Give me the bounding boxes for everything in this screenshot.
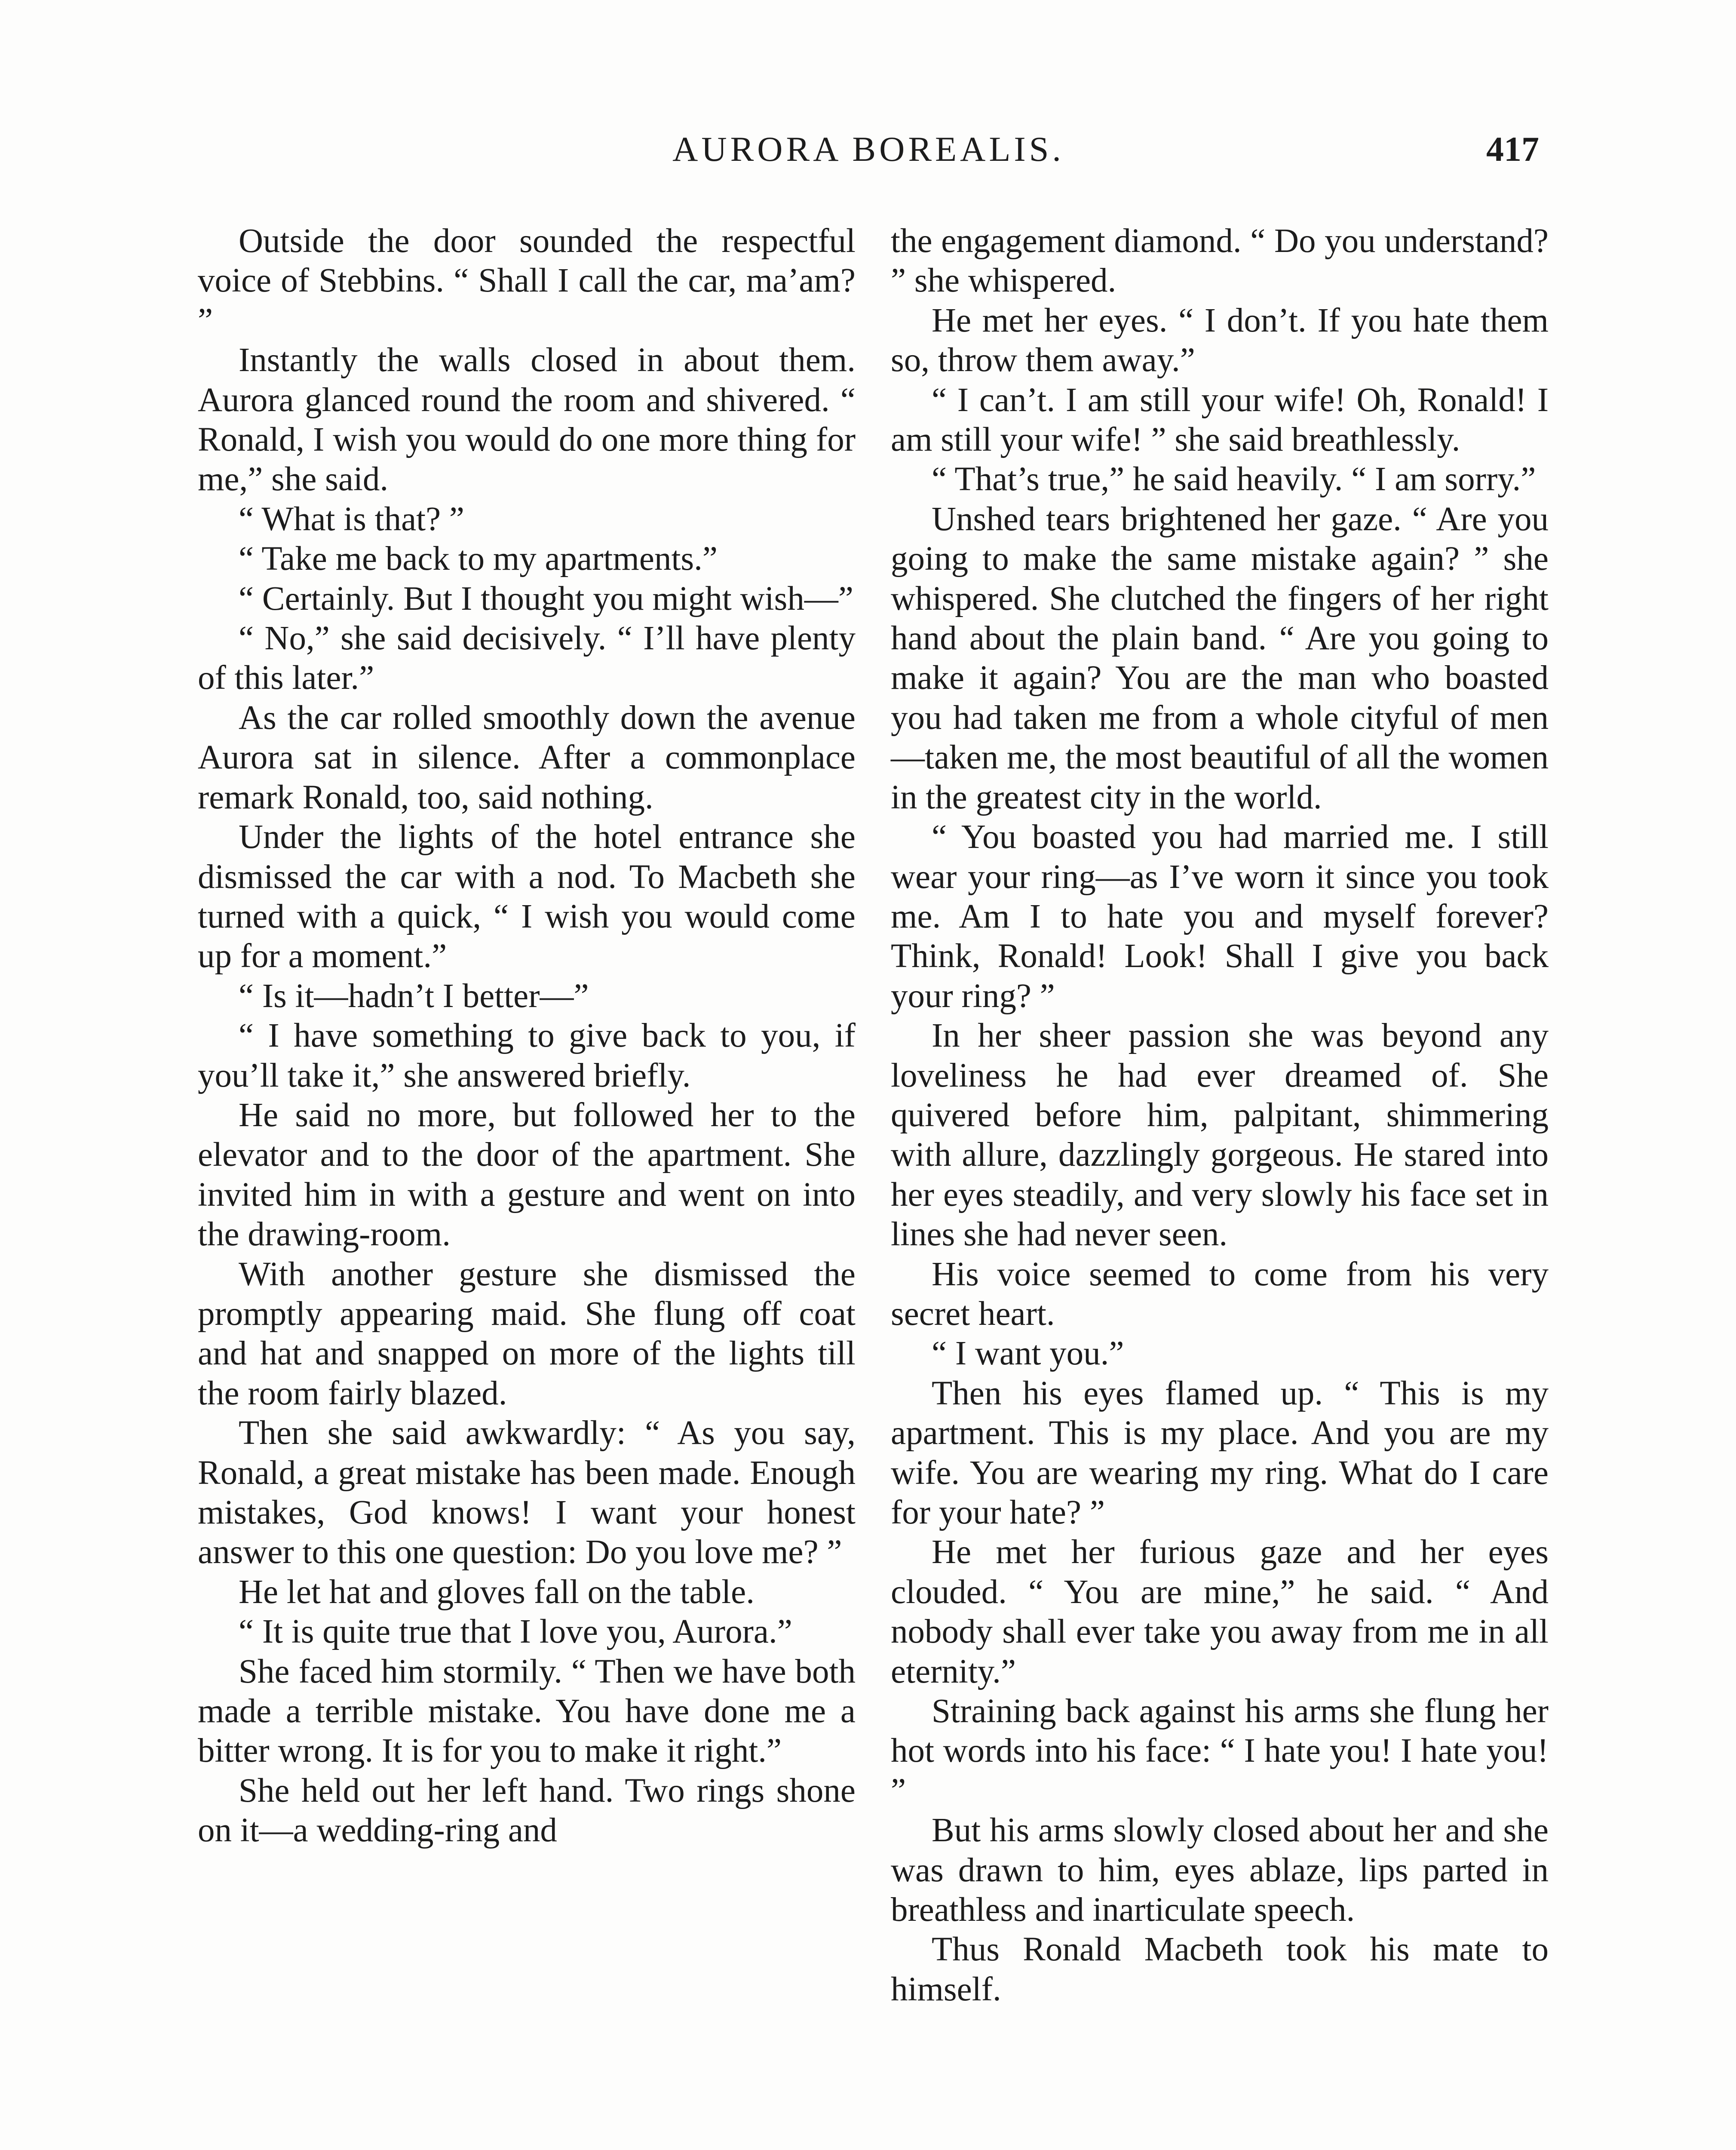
paragraph: Under the lights of the hotel entrance she dismissed the car with a nod. To Macbeth she turned with a quick, “ I wish you would come up for a moment.” xyxy=(198,818,856,975)
running-head xyxy=(198,129,1539,176)
paragraph: “ I have something to give back to you, if you’ll take it,” she answered briefly. xyxy=(198,1017,856,1094)
paragraph: “ Certainly. But I thought you might wish—” xyxy=(239,580,853,617)
page-number: 417 xyxy=(1486,129,1539,169)
paragraph: “ What is that? ” xyxy=(239,500,464,538)
paragraph: He met her eyes. “ I don’t. If you hate them so, throw them away.” xyxy=(891,301,1549,379)
right-text-column xyxy=(891,221,1549,2009)
paragraph: With another gesture she dismissed the promptly appearing maid. She flung off coat and hat and snapped on more of the lights till the room fairly blazed. xyxy=(198,1255,856,1412)
paragraph: “ You boasted you had married me. I still wear your ring—as I’ve worn it since you took me. Am I to hate you and myself forever? Think, Ronald! Look! Shall I give you back your ring? ” xyxy=(891,818,1549,1015)
paragraph: He let hat and gloves fall on the table. xyxy=(239,1573,755,1611)
paragraph: She held out her left hand. Two rings shone on it—a wedding-ring and xyxy=(198,1772,856,1849)
paragraph: Outside the door sounded the respectful voice of Stebbins. “ Shall I call the car, ma’am? ” xyxy=(198,222,856,339)
paragraph: She faced him stormily. “ Then we have both made a terrible mistake. You have done me a bitter wrong. It is for you to make it right.” xyxy=(198,1652,856,1770)
paragraph: His voice seemed to come from his very secret heart. xyxy=(891,1255,1549,1333)
paragraph: “ Take me back to my apartments.” xyxy=(239,540,718,578)
paragraph: “ Is it—hadn’t I better—” xyxy=(239,977,589,1015)
paragraph: Then his eyes flamed up. “ This is my apartment. This is my place. And you are my wife. You are wearing my ring. What do I care for your hate? ” xyxy=(891,1374,1549,1531)
paragraph: Instantly the walls closed in about them. Aurora glanced round the room and shivered. “ Ronald, I wish you would do one more thing for me,” she said. xyxy=(198,341,856,498)
paragraph: Unshed tears brightened her gaze. “ Are you going to make the same mistake again? ” she whispered. She clutched the fingers of her right hand about the plain band. “ Are you going to make it again? You are the man who boasted you had taken me from a whole cityful of men—taken me, the most beautiful of all the women in the greatest city in the world. xyxy=(891,500,1549,816)
paragraph: the engagement diamond. “ Do you understand? ” she whispered. xyxy=(891,222,1549,300)
paragraph: In her sheer passion she was beyond any loveliness he had ever dreamed of. She quivered before him, palpitant, shimmering with allure, dazzlingly gorgeous. He stared into her eyes steadily, and very slowly his face set in lines she had never seen. xyxy=(891,1017,1549,1253)
paragraph: “ It is quite true that I love you, Aurora.” xyxy=(239,1613,792,1651)
paragraph: He said no more, but followed her to the elevator and to the door of the apartment. She invited him in with a gesture and went on into the drawing-room. xyxy=(198,1096,856,1253)
left-text-column xyxy=(198,221,856,1851)
paragraph: But his arms slowly closed about her and she was drawn to him, eyes ablaze, lips parted in breathless and inarticulate speech. xyxy=(891,1812,1549,1929)
paragraph: “ I want you.” xyxy=(932,1335,1124,1373)
paragraph: “ No,” she said decisively. “ I’ll have plenty of this later.” xyxy=(198,620,856,697)
paragraph: As the car rolled smoothly down the avenue Aurora sat in silence. After a commonplace remark Ronald, too, said nothing. xyxy=(198,699,856,816)
paragraph: “ I can’t. I am still your wife! Oh, Ronald! I am still your wife! ” she said breathlessly. xyxy=(891,381,1549,459)
paragraph: Straining back against his arms she flung her hot words into his face: “ I hate you! I hate you! ” xyxy=(891,1692,1549,1809)
running-title: AURORA BOREALIS. xyxy=(672,129,1064,169)
paragraph: Thus Ronald Macbeth took his mate to himself. xyxy=(891,1931,1549,2008)
paragraph: Then she said awkwardly: “ As you say, Ronald, a great mistake has been made. Enough mistakes, God knows! I want your honest answer to this one question: Do you love me? ” xyxy=(198,1414,856,1571)
paragraph: He met her furious gaze and her eyes clouded. “ You are mine,” he said. “ And nobody shall ever take you away from me in all eternity.” xyxy=(891,1533,1549,1690)
paragraph: “ That’s true,” he said heavily. “ I am sorry.” xyxy=(932,461,1536,498)
